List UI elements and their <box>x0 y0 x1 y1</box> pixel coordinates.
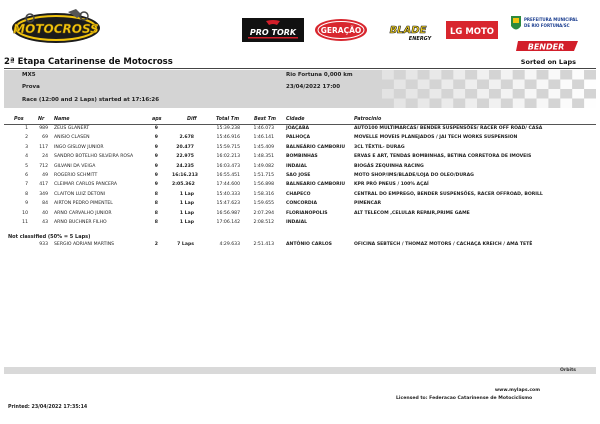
svg-text:DE RIO FORTUNA/SC: DE RIO FORTUNA/SC <box>524 23 570 28</box>
sorted-label: Sorted on Laps <box>520 58 576 66</box>
cell-city: INDAIAL <box>286 163 308 169</box>
blade-logo <box>380 18 436 42</box>
cell-total: 15:39.238 <box>216 126 240 131</box>
prefeitura-logo-icon <box>508 14 588 36</box>
cell-sponsor: OFICINA SEBTECH / THOMAZ MOTORS / CACHAÇA KREICH / AMA TETÊ <box>354 242 533 247</box>
cell-laps: 8 <box>154 220 158 225</box>
cell-sponsor: MOVELLE MOVEIS PLANEJADOS / JAI TECH WORKS SUSPENSION <box>354 135 518 141</box>
cell-nr: 84 <box>42 201 48 207</box>
cell-laps: 9 <box>154 182 158 188</box>
col-total: Total Tm <box>216 117 240 122</box>
bender-logo-icon <box>516 39 580 53</box>
cell-best: 1:45.409 <box>253 144 274 150</box>
motocross-logo-icon <box>8 6 104 50</box>
race-info-band <box>4 70 596 108</box>
cell-name: ROGERIO SCHMITT <box>54 173 98 178</box>
cell-laps: 9 <box>154 144 158 150</box>
table-row <box>4 124 596 133</box>
session-label: Prova <box>22 84 40 90</box>
cell-nr: 43 <box>42 220 48 225</box>
website-link[interactable]: www.mylaps.com <box>494 388 540 393</box>
protork-logo-icon <box>242 18 304 42</box>
cell-name: ARNO CARVALHO JUNIOR <box>54 210 112 216</box>
table-row <box>4 190 596 199</box>
cell-laps: 9 <box>154 126 158 131</box>
cell-total: 15:47.623 <box>216 201 240 207</box>
svg-text:PREFEITURA MUNICIPAL: PREFEITURA MUNICIPAL <box>524 17 578 22</box>
cell-laps: 8 <box>154 191 158 197</box>
svg-text:PRO TORK: PRO TORK <box>249 28 297 37</box>
cell-best: 1:46.073 <box>253 126 274 131</box>
cell-city: ANTÔNIO CARLOS <box>286 242 332 247</box>
cell-pos: 1 <box>25 126 28 131</box>
cell-sponsor: ERVAS E ART, TENDAS BOMBINHAS, BETINA CORRETORA DE IMOVEIS <box>354 154 532 160</box>
cell-nr: 933 <box>39 242 48 247</box>
checkered-flag-icon <box>382 70 596 108</box>
cell-pos: 10 <box>22 210 28 216</box>
cell-best: 2:07.294 <box>253 210 274 216</box>
cell-name: CLAITON LUIZ DETONI <box>54 191 105 197</box>
geracao-logo <box>314 18 368 42</box>
cell-pos: 7 <box>25 182 28 188</box>
printed-timestamp: Printed: 23/04/2022 17:35:14 <box>8 405 88 410</box>
cell-best: 2:51.413 <box>253 242 274 247</box>
cell-pos: 2 <box>25 135 28 141</box>
cell-laps: 8 <box>154 201 158 207</box>
cell-name: ARNO BUCHNER FILHO <box>54 220 107 225</box>
cell-city: JOAÇABA <box>286 126 310 131</box>
cell-city: BOMBINHAS <box>286 154 318 160</box>
race-info-label: Race (12:00 and 2 Laps) started at 17:16:26 <box>22 97 160 103</box>
cell-pos: 9 <box>25 201 28 207</box>
cell-diff: 1 Lap <box>179 191 194 197</box>
col-nr: Nr <box>38 117 45 122</box>
cell-best: 2:08.512 <box>253 220 274 225</box>
protork-logo <box>242 18 304 42</box>
orbits-bar <box>4 367 596 374</box>
cell-best: 1:59.655 <box>253 201 274 207</box>
svg-text:MOTOCROSS: MOTOCROSS <box>13 22 99 36</box>
table-row <box>4 171 596 180</box>
cell-best: 1:49.082 <box>253 163 274 169</box>
cell-sponsor: CENTRAL DO EMPREGO, BENDER SUSPENSÕES, RACER OFFROAD, BORILL <box>354 191 543 197</box>
cell-total: 16:02.213 <box>216 154 240 160</box>
event-title: 2ª Etapa Catarinense de Motocross <box>4 57 596 69</box>
cell-diff: 24.235 <box>176 163 194 169</box>
cell-laps: 9 <box>154 173 158 178</box>
cell-best: 1:46.141 <box>253 135 274 141</box>
cell-nr: 989 <box>39 126 48 131</box>
cell-laps: 2 <box>154 242 158 247</box>
datetime-label: 23/04/2022 17:00 <box>286 84 341 90</box>
category-label: MX5 <box>22 72 36 78</box>
cell-diff: 20.477 <box>176 144 194 150</box>
cell-pos: 6 <box>25 173 28 178</box>
cell-nr: 49 <box>42 173 48 178</box>
table-row <box>4 209 596 218</box>
cell-total: 16:03.473 <box>216 163 240 169</box>
cell-total: 16:56.987 <box>216 210 240 216</box>
svg-text:LG MOTO: LG MOTO <box>449 27 495 37</box>
table-row <box>4 218 596 227</box>
cell-pos: 11 <box>22 220 28 225</box>
cell-name: SANDRO BOTELHO SILVEIRA ROSA <box>54 154 134 160</box>
cell-best: 1:51.715 <box>253 173 274 178</box>
cell-sponsor: PIMENCAR <box>354 201 382 207</box>
cell-diff: 7 Laps <box>177 242 194 247</box>
cell-city: SAO JOSE <box>286 173 311 178</box>
cell-name: ANISIO CLASEN <box>54 135 90 141</box>
svg-text:BENDER: BENDER <box>527 42 565 52</box>
cell-best: 1:58.316 <box>253 191 274 197</box>
cell-diff: 2:05.362 <box>172 182 195 188</box>
cell-nr: 417 <box>39 182 48 188</box>
cell-diff: 22.975 <box>176 154 194 160</box>
col-diff: Diff <box>187 117 197 122</box>
cell-name: CLEIMAR CARLOS PANCERA <box>54 182 118 188</box>
cell-pos: 3 <box>25 144 28 150</box>
svg-text:GERAÇÃO: GERAÇÃO <box>320 26 362 35</box>
cell-diff: 2.678 <box>179 135 194 141</box>
cell-best: 1:56.898 <box>253 182 274 188</box>
cell-nr: 69 <box>42 135 48 141</box>
cell-diff: 16:16.213 <box>172 173 198 178</box>
cell-sponsor: ALT TELECOM ,CELULAR REPAIR,PRIME GAME <box>354 210 470 216</box>
col-city: Cidade <box>286 117 305 122</box>
cell-total: 15:46.916 <box>216 135 240 141</box>
not-classified-row <box>4 240 596 249</box>
col-sponsor: Patrocinio <box>354 117 382 122</box>
cell-city: PALHOÇA <box>286 135 311 141</box>
cell-sponsor: AUTO100 MULTIMARCAS/ BENDER SUSPENSÕES/ RACER OFF ROAD/ CASA <box>354 126 543 131</box>
cell-city: BALNEARIO CAMBORIU <box>286 182 346 188</box>
table-row <box>4 199 596 208</box>
cell-name: ZEUS GLANERT <box>54 126 90 131</box>
cell-pos: 4 <box>25 154 28 160</box>
cell-total: 17:06.142 <box>216 220 240 225</box>
cell-name: INGO GISLOW JUNIOR <box>54 144 104 150</box>
cell-sponsor: KPR PRÓ PNEUS / 100% AÇAÍ <box>354 182 429 188</box>
cell-city: CONCORDIA <box>286 201 318 207</box>
cell-nr: 40 <box>42 210 48 216</box>
table-row <box>4 133 596 142</box>
table-row <box>4 162 596 171</box>
sponsor-logos <box>0 0 600 56</box>
table-row <box>4 180 596 189</box>
blade-logo-icon <box>380 18 436 42</box>
cell-pos: 5 <box>25 163 28 169</box>
cell-total: 4:29.633 <box>219 242 240 247</box>
cell-city: CHAPECO <box>286 191 311 197</box>
cell-city: FLORIANOPOLIS <box>286 210 328 216</box>
cell-sponsor: 3CL TÊXTIL- DURAG <box>354 144 405 150</box>
lgmoto-logo <box>446 18 498 42</box>
lgmoto-logo-icon <box>446 18 498 42</box>
cell-sponsor: MOTO SHOP/IMS/BLADE/LOJA DO OLEO/DURAG <box>354 173 474 178</box>
col-pos: Pos <box>14 117 24 122</box>
cell-diff: 1 Lap <box>179 220 194 225</box>
licensed-to: Licensed to: Federacao Catarinense de Motociclismo <box>396 396 533 401</box>
cell-name: SERGIO ADRIANI MARTINS <box>54 242 115 247</box>
col-best: Best Tm <box>254 117 276 122</box>
cell-best: 1:48.351 <box>253 154 274 160</box>
cell-city: BALNEÁRIO CAMBORIU <box>286 144 346 150</box>
orbits-label: Orbits <box>560 368 576 373</box>
cell-total: 15:59.715 <box>216 144 240 150</box>
geracao-logo-icon <box>314 18 368 42</box>
cell-diff: 1 Lap <box>179 201 194 207</box>
col-name: Name <box>54 117 70 122</box>
cell-total: 17:44.600 <box>216 182 240 188</box>
location-label: Rio Fortuna 0,000 km <box>286 72 353 78</box>
table-row <box>4 143 596 152</box>
cell-city: INDAIAL <box>286 220 308 225</box>
cell-laps: 9 <box>154 163 158 169</box>
cell-nr: 349 <box>39 191 48 197</box>
cell-nr: 712 <box>39 163 48 169</box>
cell-nr: 117 <box>39 144 48 150</box>
cell-name: AIRTON PEDRO PIMENTEL <box>54 201 113 207</box>
table-row <box>4 152 596 161</box>
svg-text:ENERGY: ENERGY <box>408 36 432 42</box>
not-classified-label: Not classified (50% = 5 Laps) <box>8 234 91 240</box>
svg-text:BLADE: BLADE <box>389 25 427 36</box>
bender-logo <box>516 38 580 52</box>
cell-sponsor: BIOGÁS ZEQUINHA RACING <box>354 163 424 169</box>
cell-laps: 8 <box>154 210 158 216</box>
col-laps: aps <box>152 117 162 122</box>
cell-laps: 9 <box>154 135 158 141</box>
cell-diff: 1 Lap <box>179 210 194 216</box>
cell-laps: 9 <box>154 154 158 160</box>
prefeitura-logo <box>508 14 588 36</box>
cell-pos: 8 <box>25 191 28 197</box>
cell-total: 15:40.333 <box>216 191 240 197</box>
cell-nr: 24 <box>42 154 48 160</box>
cell-total: 16:55.451 <box>216 173 240 178</box>
cell-name: GILVANI DA VEIGA <box>54 163 96 169</box>
